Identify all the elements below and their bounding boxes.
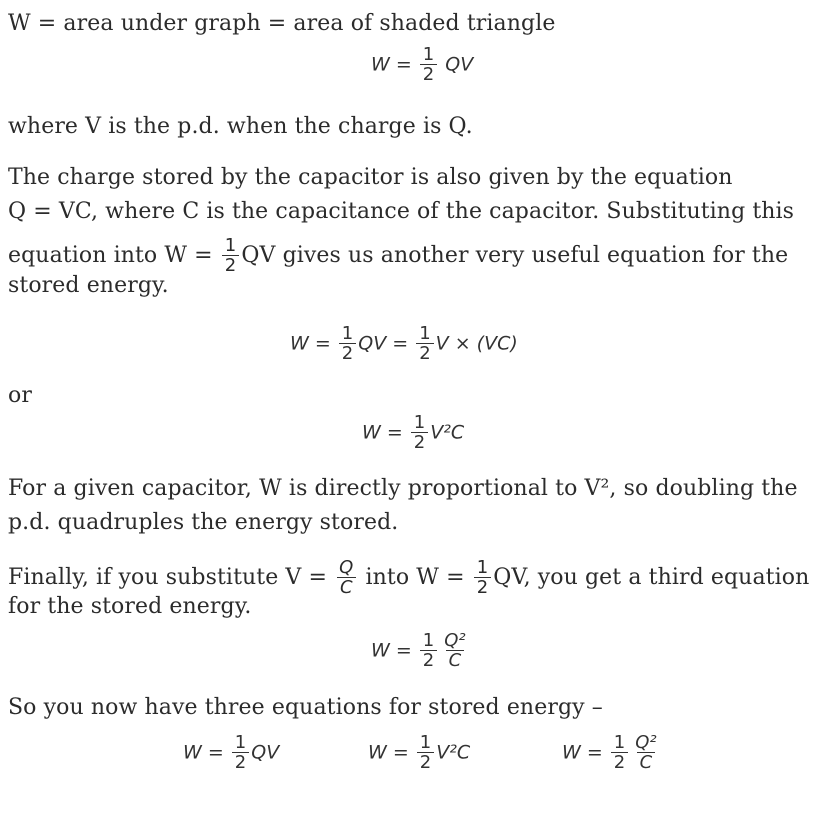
equation-w-half-v2c: W = $\frac{1}{2}$ V²C bbox=[362, 412, 465, 453]
text-line-proportional: For a given capacitor, W is directly proportional to V², so doubling the bbox=[8, 476, 798, 501]
fraction-half-inline: $\frac{1}{2}$ bbox=[474, 559, 492, 597]
fraction-half: $\frac{1}{2}$ bbox=[232, 734, 249, 772]
fraction-half: $\frac{1}{2}$ bbox=[420, 632, 437, 670]
text-line-q-vc: Q = VC, where C is the capacitance of the capacitor. Substituting this bbox=[8, 199, 795, 224]
inline-text: into W = bbox=[365, 565, 465, 590]
final-equation-q2c: W = $\frac{1}{2}$ $\frac{\text{Q²}}{C}$ bbox=[562, 734, 662, 772]
text-line-charge-stored: The charge stored by the capacitor is also given by the equation bbox=[8, 165, 733, 190]
inline-text: Finally, if you substitute V = bbox=[8, 565, 328, 590]
equation-w-substitution: W = $\frac{1}{2}$ QV = $\frac{1}{2}$ V × (VC) bbox=[290, 323, 518, 364]
text-line-stored-energy: stored energy. bbox=[8, 273, 169, 298]
fraction-q2-over-c: $\frac{\text{Q²}}{C}$ bbox=[444, 630, 466, 671]
inline-text: equation into W = bbox=[8, 243, 213, 268]
fraction-half-inline: $\frac{1}{2}$ bbox=[222, 237, 240, 275]
fraction-half: $\frac{1}{2}$ bbox=[417, 734, 434, 772]
text-line-three-equations: So you now have three equations for stored energy – bbox=[8, 695, 603, 720]
equation-w-half-qv bbox=[371, 46, 473, 84]
fraction-half: $\frac{1}{2}$ bbox=[411, 414, 428, 452]
text-line-for-stored-energy: for the stored energy. bbox=[8, 594, 252, 619]
eq-lhs: W = bbox=[371, 53, 412, 76]
fraction-q2-over-c: $\frac{\text{Q²}}{C}$ bbox=[635, 732, 657, 773]
text-line-quadruples: p.d. quadruples the energy stored. bbox=[8, 510, 399, 535]
fraction-half: $\frac{1}{2}$ bbox=[339, 325, 356, 363]
final-equation-v2c: W = $\frac{1}{2}$ V²C bbox=[368, 732, 471, 773]
inline-text: QV gives us another very useful equation for the bbox=[241, 243, 789, 268]
final-equation-qv: W = $\frac{1}{2}$ QV bbox=[183, 732, 280, 773]
eq-rhs: QV bbox=[445, 53, 474, 76]
text-or: or bbox=[8, 383, 32, 408]
fraction-half: $\frac{1}{2}$ bbox=[420, 46, 437, 84]
fraction-q-over-c: $\frac{Q}{C}$ bbox=[336, 559, 356, 597]
text-line-finally bbox=[8, 559, 809, 597]
fraction-half: $\frac{1}{2}$ bbox=[611, 734, 628, 772]
equation-w-half-q2-over-c: W = $\frac{1}{2}$ $\frac{\text{Q²}}{C}$ bbox=[371, 632, 471, 670]
text-line-substituting bbox=[8, 237, 788, 275]
text-line-area-definition: W = area under graph = area of shaded triangle bbox=[8, 11, 556, 36]
text-line-where-v: where V is the p.d. when the charge is Q. bbox=[8, 114, 473, 139]
fraction-half: $\frac{1}{2}$ bbox=[416, 325, 433, 363]
inline-text: QV, you get a third equation bbox=[493, 565, 810, 590]
